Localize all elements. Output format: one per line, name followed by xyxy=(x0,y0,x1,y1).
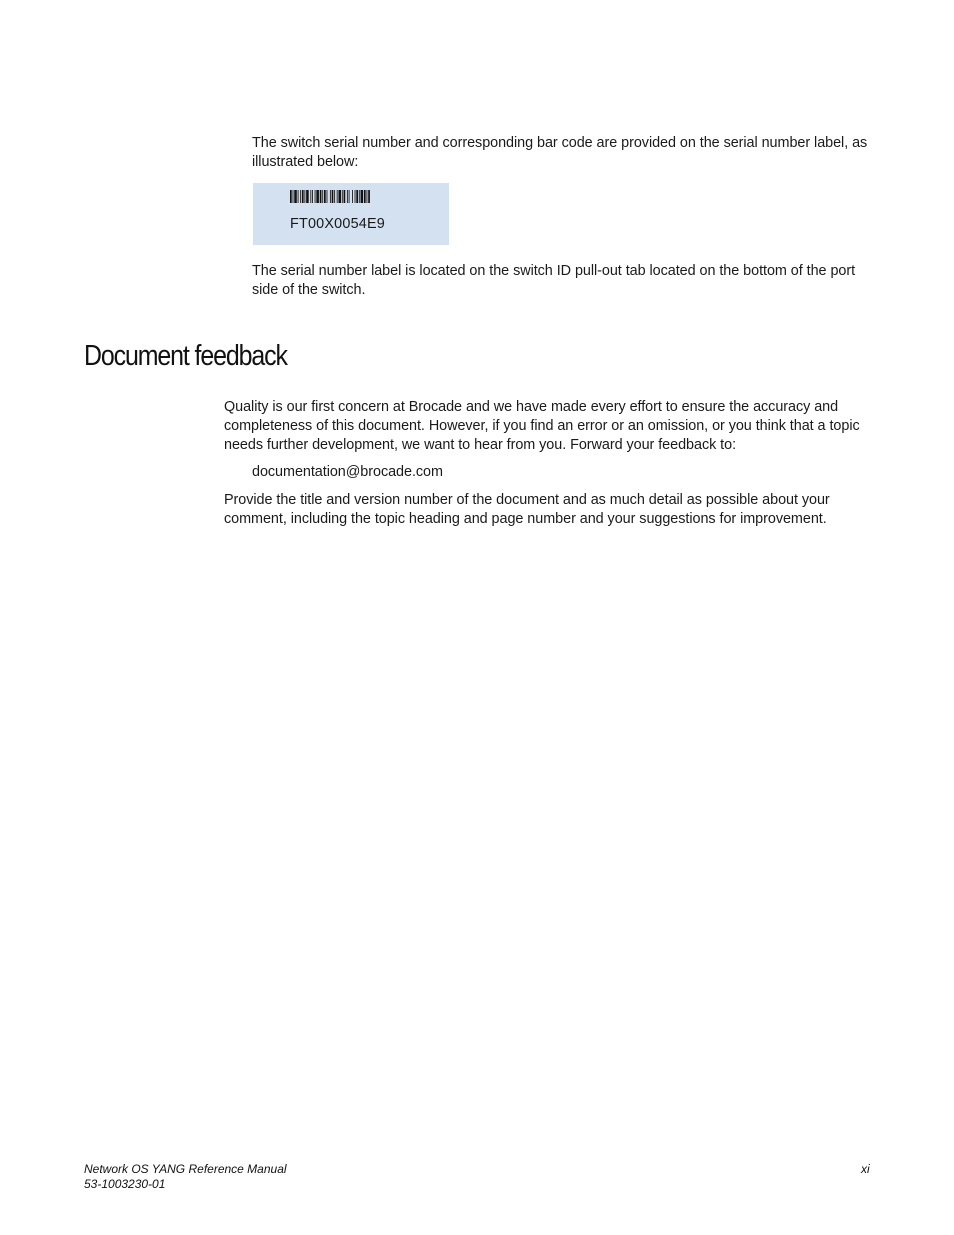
footer-manual-title: Network OS YANG Reference Manual xyxy=(84,1162,287,1176)
feedback-email: documentation@brocade.com xyxy=(252,464,443,480)
serial-number-text: FT00X0054E9 xyxy=(290,216,386,232)
intro-paragraph: The switch serial number and corresponding bar code are provided on the serial number label, as illustrated below: xyxy=(252,135,868,170)
section-heading: Document feedback xyxy=(84,340,287,372)
feedback-instructions-paragraph: Provide the title and version number of the document and as much detail as possible about your comment, including the topic heading and page number and your suggestions for improvement. xyxy=(224,492,830,527)
serial-number-label xyxy=(253,183,449,245)
label-location-paragraph: The serial number label is located on the switch ID pull-out tab located on the bottom of the port side of the switch. xyxy=(252,263,856,298)
footer-document-number: 53-1003230-01 xyxy=(84,1177,166,1191)
footer-page-number: xi xyxy=(861,1162,870,1176)
barcode-icon xyxy=(290,190,408,203)
feedback-paragraph: Quality is our first concern at Brocade and we have made every effort to ensure the accuracy and completeness of this document. However, if you find an error or an omission, or you think that a topic needs further development, we want to hear from you. Forward your feedback to: xyxy=(224,399,860,453)
